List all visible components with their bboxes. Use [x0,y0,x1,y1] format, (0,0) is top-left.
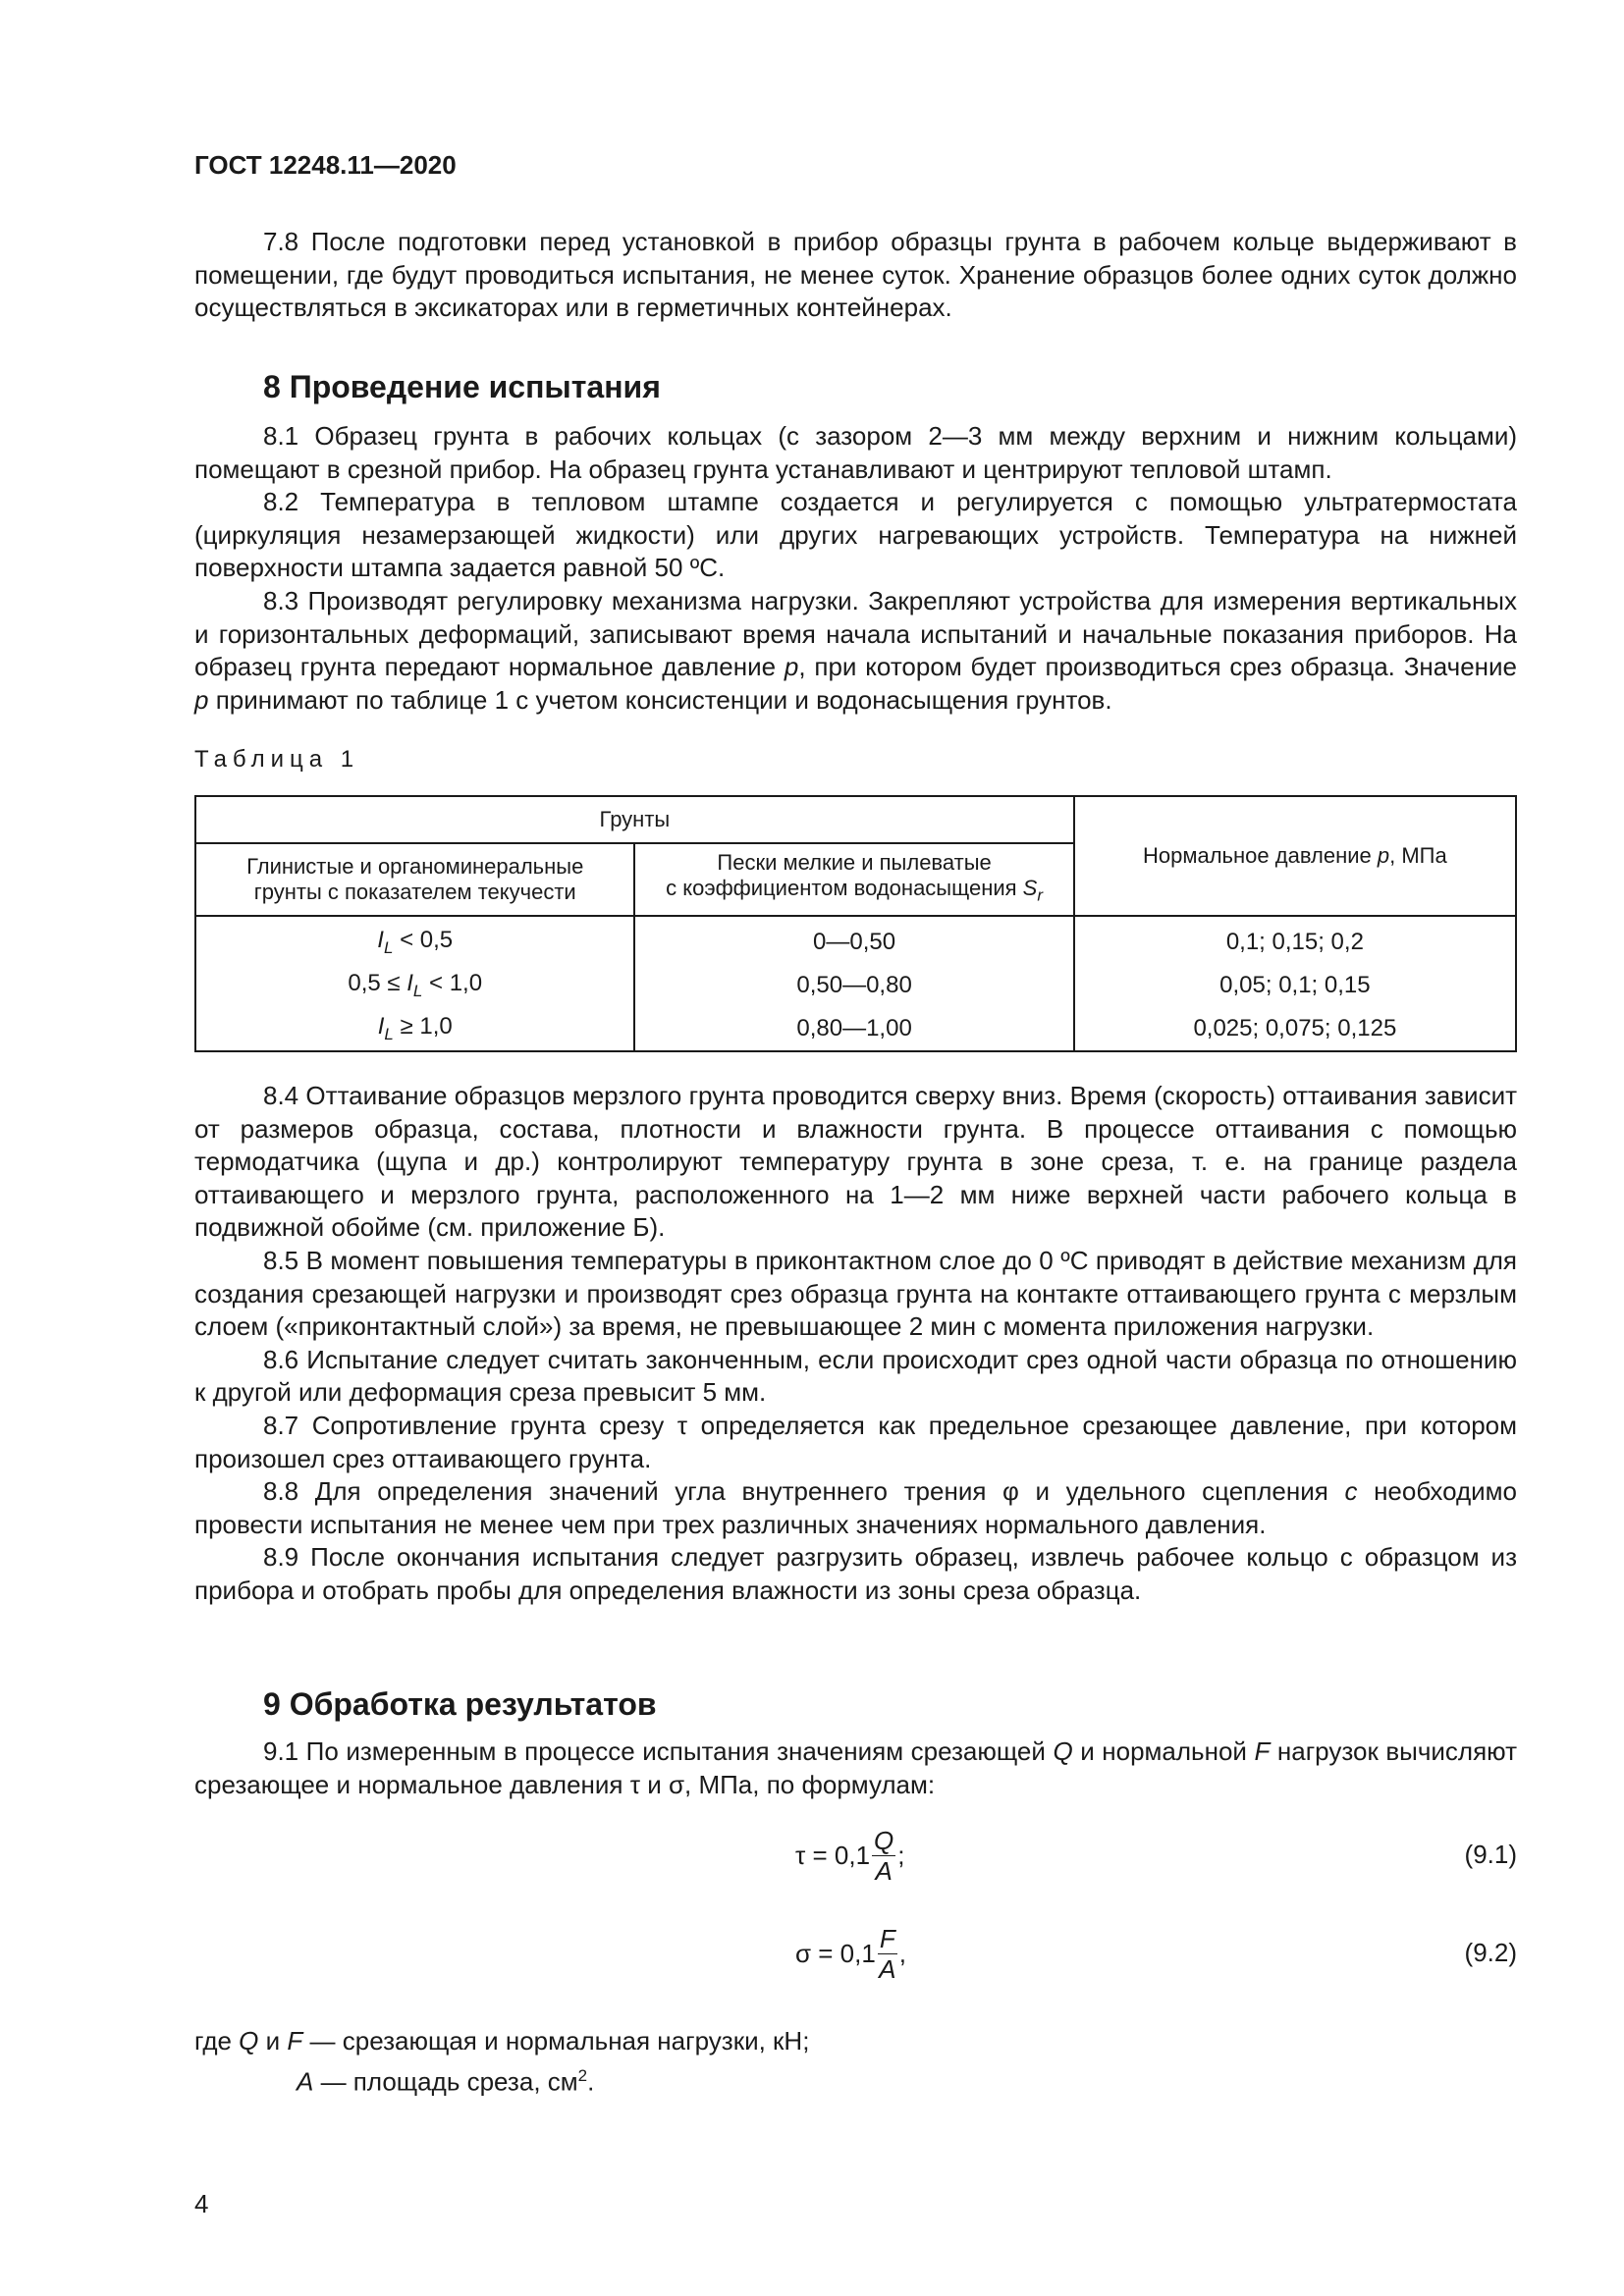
paragraph-8-6: 8.6 Испытание следует считать законченным, если происходит срез одной части образца по отношению к другой или деформация среза превысит 5 мм. [194,1344,1517,1408]
formula-legend [194,2024,809,2100]
paragraph-8-7: 8.7 Сопротивление грунта срезу τ определяется как предельное срезающее давление, при котором произошел срез оттаивающего грунта. [194,1410,1517,1473]
equation-number: (9.1) [1464,1840,1517,1869]
document-header: ГОСТ 12248.11—2020 [194,150,457,180]
table-header-sand: Пески мелкие и пылеватые с коэффициентом водонасыщения $S_r$ [634,843,1073,916]
table-cell-il: $I_L < 0,5$ [195,916,634,964]
paragraph-7-8: 7.8 После подготовки перед установкой в прибор образцы грунта в рабочем кольце выдерживают в помещении, где будут проводиться испытания, не менее суток. Хранение образцов более одних суток должно осуществляться в эксикаторах или в герметичных контейнерах. [194,227,1517,323]
section-8-body-continued [194,1080,1517,1608]
legend-row-q-f: где Q и F — срезающая и нормальная нагрузки, кН; [194,2026,810,2056]
table-group-header: Грунты [195,796,1074,843]
table-cell-sand: 0,80—1,00 [634,1007,1073,1051]
page-number: 4 [194,2189,209,2218]
formula-9-1: τ = 0,1 $\frac{Q}{A}$ ; (9.1) [795,1825,1517,1886]
fraction: $\frac{Q}{A}$ [874,1825,894,1886]
paragraph-8-9: 8.9 После окончания испытания следует разгрузить образец, извлечь рабочее кольцо с образцом из прибора и отобрать пробы для определения влажности из зоны среза образца. [194,1542,1517,1605]
table-cell-pressure: 0,05; 0,1; 0,15 [1074,964,1516,1007]
table-row [195,1007,1516,1051]
fraction: $\frac{F}{A}$ [879,1923,896,1984]
table-header-pressure: Нормальное давление p, МПа [1074,796,1516,916]
paragraph-8-8: 8.8 Для определения значений угла внутреннего трения φ и удельного сцепления c необходимо провести испытания не менее чем при трех различных значениях нормального давления. [194,1476,1518,1539]
soil-pressure-table [194,795,1517,1052]
table-row [195,916,1516,964]
table-label: Таблица 1 [194,746,360,773]
paragraph-8-3: 8.3 Производят регулировку механизма нагрузки. Закрепляют устройства для измерения вертикальных и горизонтальных деформаций, записывают время начала испытаний и начальные показания приборов. На образец грунта передают нормальное давление p, при котором будет производиться срез образца. Значение p принимают по таблице 1 с учетом консистенции и водонасыщения грунтов. [194,585,1517,715]
paragraph-8-2: 8.2 Температура в тепловом штампе создается и регулируется с помощью ультратермостата (циркуляция незамерзающей жидкости) или других нагревающих устройств. Температура на нижней поверхности штампа задается равной 50 ºС. [194,487,1517,583]
table-header-clay: Глинистые и органоминеральные грунты с показателем текучести [195,843,634,916]
section-8-body [194,420,1517,717]
section-9-title: 9 Обработка результатов [263,1686,657,1722]
table-cell-sand: 0,50—0,80 [634,964,1073,1007]
paragraph-8-5: 8.5 В момент повышения температуры в приконтактном слое до 0 ºС приводят в действие механизм для создания срезающей нагрузки и производят срез образца грунта на контакте оттаивающего грунта с мерзлым слоем («приконтактный слой») за время, не превышающее 2 мин с момента приложения нагрузки. [194,1245,1517,1342]
paragraph-8-1: 8.1 Образец грунта в рабочих кольцах (с зазором 2—3 мм между верхним и нижним кольцами) помещают в срезной прибор. На образец грунта устанавливают и центрируют тепловой штамп. [194,421,1517,484]
paragraph-9-1: 9.1 По измеренным в процессе испытания значениям срезающей Q и нормальной F нагрузок вычисляют срезающее и нормальное давления τ и σ, МПа, по формулам: [194,1736,1517,1799]
table-cell-il: $0,5 \le I_L < 1,0$ [195,964,634,1007]
table-cell-il: $I_L \ge 1,0$ [195,1007,634,1051]
table-cell-pressure: 0,1; 0,15; 0,2 [1074,916,1516,964]
section-9-body [194,1735,1517,1801]
formula-9-2: σ = 0,1 $\frac{F}{A}$ , (9.2) [795,1923,1517,1984]
equation-number: (9.2) [1464,1938,1517,1967]
section-8-title: 8 Проведение испытания [263,369,661,404]
document-page [194,0,1517,2296]
table-row [195,964,1516,1007]
legend-row-a: A — площадь среза, $см^2$. [297,2066,595,2097]
table-cell-pressure: 0,025; 0,075; 0,125 [1074,1007,1516,1051]
paragraph-8-4: 8.4 Оттаивание образцов мерзлого грунта проводится сверху вниз. Время (скорость) оттаивания зависит от размеров образца, состава, плотности и влажности грунта. В процессе оттаивания с помощью термодатчика (щупа и др.) контролируют температуру грунта в зоне среза, т. е. на границе раздела оттаивающего и мерзлого грунта, расположенного на 1—2 мм ниже верхней части рабочего кольца в подвижной обойме (см. приложение Б). [194,1081,1517,1243]
table-cell-sand: 0—0,50 [634,916,1073,964]
